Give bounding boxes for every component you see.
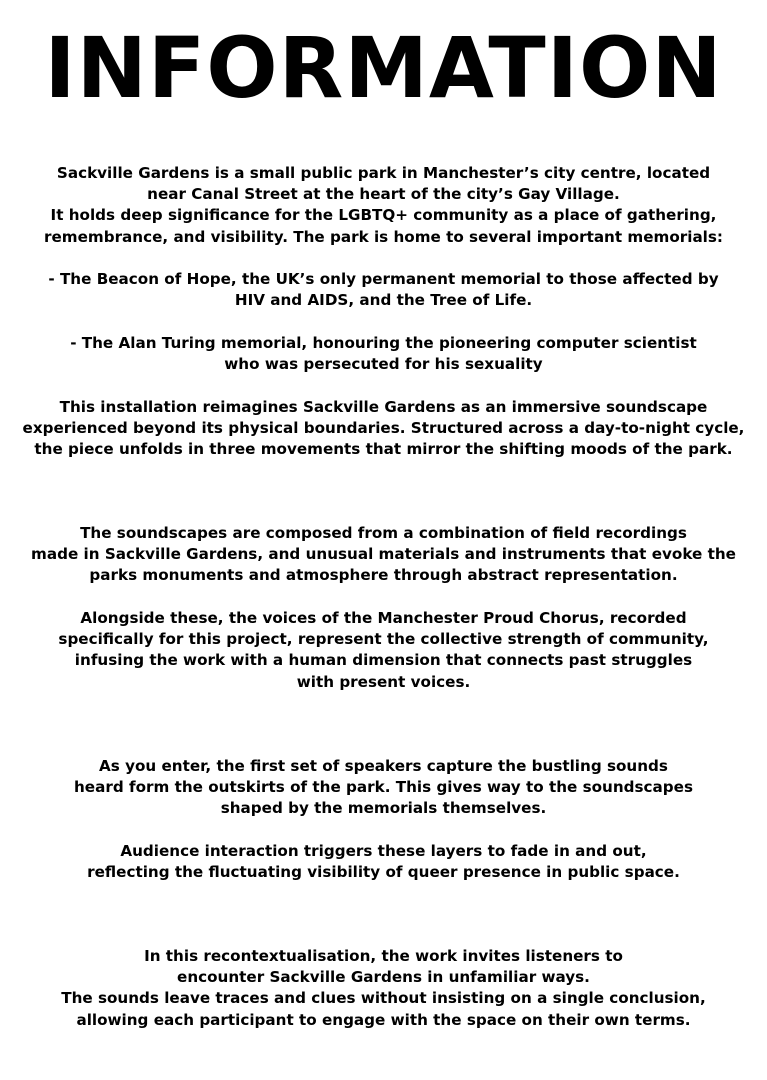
text-line: near Canal Street at the heart of the city’s Gay Village. <box>147 185 620 204</box>
text-line: experienced beyond its physical boundaries. Structured across a day-to-night cycle, <box>22 419 745 438</box>
text-line: - The Alan Turing memorial, honouring the pioneering computer scientist <box>70 334 697 352</box>
text-line: made in Sackville Gardens, and unusual materials and instruments that evoke the <box>31 545 736 564</box>
chorus-paragraph <box>0 608 767 693</box>
text-line: who was persecuted for his sexuality <box>224 355 543 374</box>
text-line: Sackville Gardens is a small public park in Manchester’s city centre, located <box>56 164 711 182</box>
recontextualisation-paragraph <box>0 946 767 1031</box>
text-line: The sounds leave traces and clues without insisting on a single conclusion, <box>61 989 706 1008</box>
text-line: encounter Sackville Gardens in unfamiliar ways. <box>177 968 590 987</box>
text-line: As you enter, the first set of speakers capture the bustling sounds <box>99 757 668 775</box>
audience-interaction-paragraph <box>0 841 767 883</box>
text-line: This installation reimagines Sackville Gardens as an immersive soundscape <box>59 398 708 416</box>
text-line: parks monuments and atmosphere through abstract representation. <box>89 566 678 585</box>
text-line: with present voices. <box>296 672 471 691</box>
text-line: It holds deep significance for the LGBTQ+ community as a place of gathering, <box>50 206 717 225</box>
text-line: remembrance, and visibility. The park is home to several important memorials: <box>44 227 723 246</box>
text-line: reflecting the fluctuating visibility of queer presence in public space. <box>87 863 680 882</box>
text-line: Audience interaction triggers these layers to fade in and out, <box>120 842 647 860</box>
text-line: shaped by the memorials themselves. <box>220 799 547 818</box>
text-line: infusing the work with a human dimension that connects past struggles <box>74 651 693 670</box>
text-line: The soundscapes are composed from a combination of field recordings <box>80 524 687 542</box>
speakers-paragraph <box>0 756 767 820</box>
text-line: In this recontextualisation, the work invites listeners to <box>144 947 623 965</box>
installation-paragraph <box>0 397 767 461</box>
text-line: specifically for this project, represent the collective strength of community, <box>58 630 709 649</box>
beacon-of-hope-paragraph <box>0 269 767 311</box>
text-line: the piece unfolds in three movements that mirror the shifting moods of the park. <box>34 440 733 459</box>
text-line: - The Beacon of Hope, the UK’s only permanent memorial to those affected by <box>48 270 719 288</box>
text-line: Alongside these, the voices of the Manchester Proud Chorus, recorded <box>80 609 687 627</box>
text-line: heard form the outskirts of the park. This gives way to the soundscapes <box>74 778 693 797</box>
soundscapes-paragraph <box>0 523 767 587</box>
text-line: HIV and AIDS, and the Tree of Life. <box>234 291 533 310</box>
intro-paragraph <box>0 163 767 248</box>
text-line: allowing each participant to engage with the space on their own terms. <box>76 1010 691 1029</box>
page-title: INFORMATION <box>44 19 723 117</box>
alan-turing-paragraph <box>0 333 767 375</box>
